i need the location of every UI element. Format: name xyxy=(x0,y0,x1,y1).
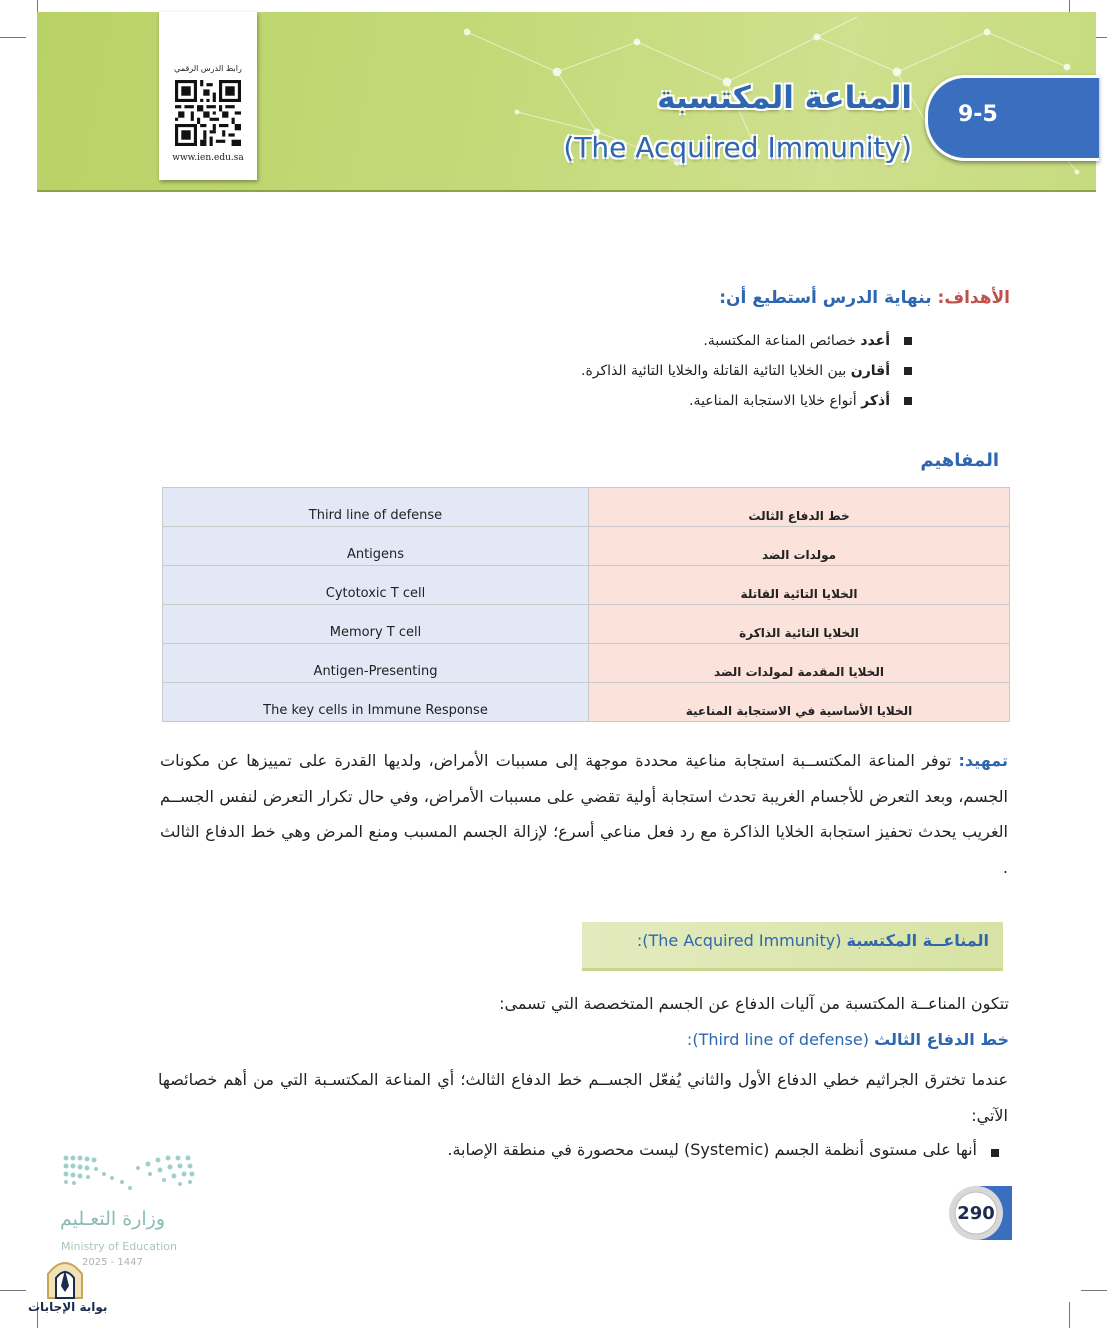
section-title-en: (The Acquired Immunity): xyxy=(636,931,847,950)
table-row xyxy=(163,644,1010,683)
concept-ar: خط الدفاع الثالث xyxy=(589,488,1010,527)
objective-text: خصائص المناعة المكتسبة. xyxy=(703,333,861,349)
objective-item xyxy=(212,388,912,418)
qr-code-icon[interactable] xyxy=(175,80,241,146)
lesson-number-badge xyxy=(925,75,1099,161)
objective-item xyxy=(212,328,912,358)
gate-logo-icon xyxy=(44,1256,86,1300)
lesson-title-en: (The Acquired Immunity) xyxy=(563,131,912,164)
objective-verb: أذكر xyxy=(861,393,890,409)
intro-lead: تمهيد: xyxy=(958,751,1008,770)
objectives-intro: بنهاية الدرس أستطيع أن: xyxy=(719,288,938,308)
section-title xyxy=(637,931,989,950)
table-row xyxy=(163,566,1010,605)
lesson-title-ar: المناعة المكتسبة xyxy=(657,80,912,116)
table-row xyxy=(163,683,1010,722)
objective-text: أنواع خلايا الاستجابة المناعية. xyxy=(689,393,862,409)
concept-ar: مولدات الضد xyxy=(589,527,1010,566)
gate-watermark-text: بوابة الإجابات xyxy=(28,1300,108,1314)
lesson-number: 9-5 xyxy=(958,102,998,127)
concepts-table xyxy=(162,487,1010,722)
intro-paragraph xyxy=(160,743,1008,885)
subsection-heading-ar: خط الدفاع الثالث xyxy=(874,1030,1009,1049)
qr-card[interactable] xyxy=(159,12,257,180)
concept-en: The key cells in Immune Response xyxy=(163,683,589,722)
table-row xyxy=(163,527,1010,566)
objective-item xyxy=(212,358,912,388)
page-number: 290 xyxy=(957,1203,995,1224)
concepts-heading: المفاهيم xyxy=(920,450,999,471)
section-paragraph: عندما تخترق الجراثيم خطي الدفاع الأول والثاني يُفعّل الجســم خط الدفاع الثالث؛ أي المناعة المكتسـبة التي من أهم خصائصها الآتي: xyxy=(158,1070,1008,1125)
subsection-heading-en: (Third line of defense): xyxy=(686,1030,875,1049)
table-row xyxy=(163,605,1010,644)
ministry-year: 2025 - 1447 xyxy=(82,1257,143,1268)
qr-label: رابط الدرس الرقمي xyxy=(174,64,242,73)
objectives-list xyxy=(212,328,912,418)
intro-text: توفر المناعة المكتســبة استجابة مناعية محددة موجهة إلى مسببات الأمراض، ولديها القدرة على تمييزها عن مكونات الجسم، وبعد التعرض للأجسام الغريبة تحدث استجابة أولية تقضي على مسببات الأمراض، وفي حال تكرار التعرض لنفس الجســم الغريب يحدث تحفيز استجابة الخلايا الذاكرة مع رد فعل مناعي أسرع؛ لإزالة الجسم المسبب ومنع المرض وهي خط الدفاع الثالث . xyxy=(160,751,1008,877)
ministry-logo-icon xyxy=(60,1152,210,1212)
section-title-ar: المناعــة المكتسبة xyxy=(846,931,989,950)
objectives-heading xyxy=(719,288,1010,308)
concept-en: Cytotoxic T cell xyxy=(163,566,589,605)
crop-mark xyxy=(0,1290,26,1291)
qr-url-link[interactable]: www.ien.edu.sa xyxy=(172,153,244,163)
table-row xyxy=(163,488,1010,527)
section-intro-line: تتكون المناعــة المكتسبة من آليات الدفاع عن الجسم المتخصصة التي تسمى: xyxy=(499,994,1009,1013)
concept-en: Antigens xyxy=(163,527,589,566)
concept-ar: الخلايا التائية القاتلة xyxy=(589,566,1010,605)
objective-verb: أقارن xyxy=(850,363,890,379)
objective-text: بين الخلايا التائية القاتلة والخلايا التائية الذاكرة. xyxy=(581,363,851,379)
subsection-heading xyxy=(687,1030,1009,1049)
objective-verb: أعدد xyxy=(860,333,890,349)
crop-mark xyxy=(1081,1290,1107,1291)
concept-ar: الخلايا التائية الذاكرة xyxy=(589,605,1010,644)
concept-en: Memory T cell xyxy=(163,605,589,644)
objectives-label: الأهداف: xyxy=(937,288,1010,308)
crop-mark xyxy=(0,37,26,38)
concept-en: Third line of defense xyxy=(163,488,589,527)
concept-en: Antigen-Presenting xyxy=(163,644,589,683)
property-bullet: أنها على مستوى أنظمة الجسم (Systemic) ليست محصورة في منطقة الإصابة. xyxy=(447,1140,999,1159)
ministry-name-en: Ministry of Education xyxy=(61,1240,178,1253)
concept-ar: الخلايا الأساسية في الاستجابة المناعية xyxy=(589,683,1010,722)
ministry-name-ar: وزارة التعـليم xyxy=(60,1208,166,1230)
concept-ar: الخلايا المقدمة لمولدات الضد xyxy=(589,644,1010,683)
crop-mark xyxy=(1069,1302,1070,1328)
